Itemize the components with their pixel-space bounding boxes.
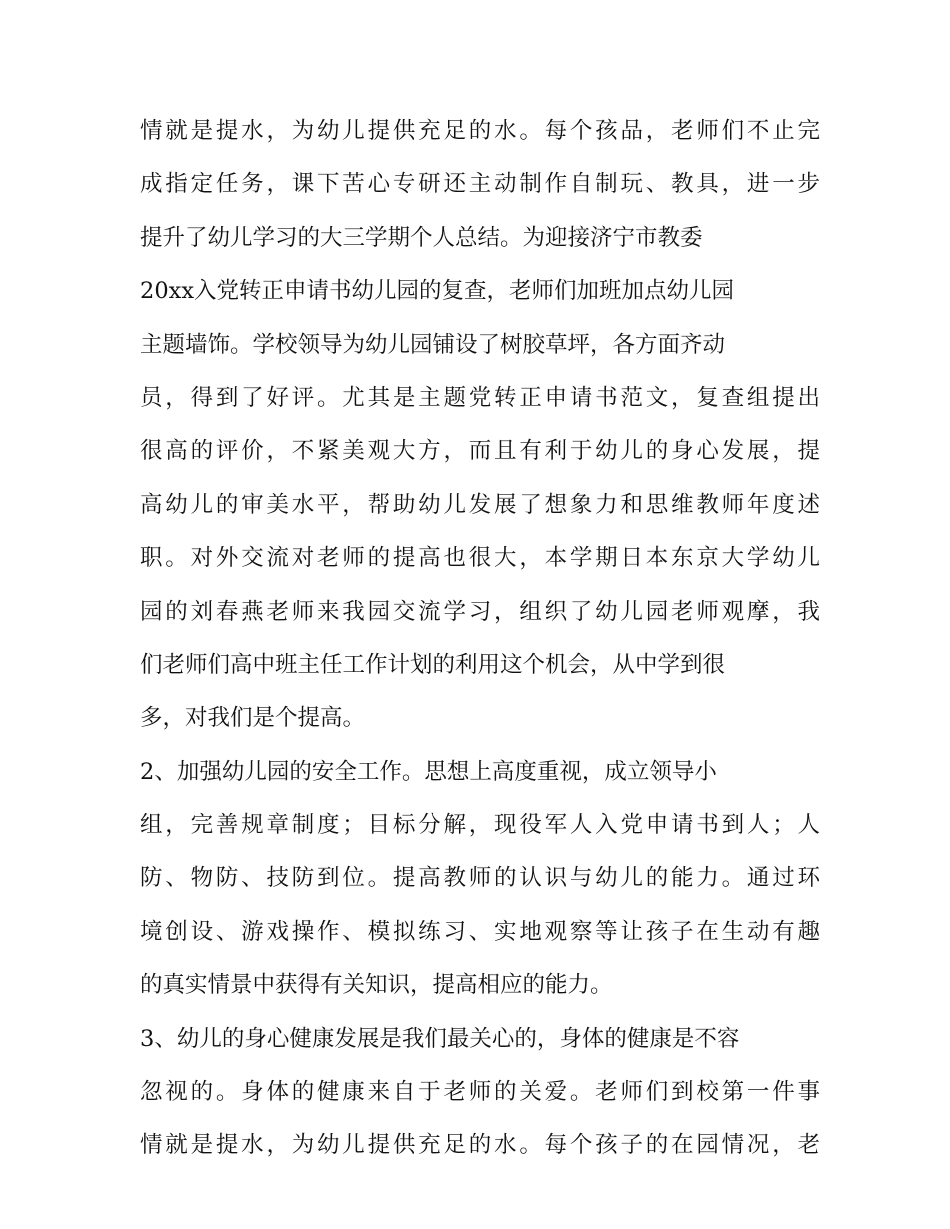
text-line: 20xx入党转正申请书幼儿园的复查，老师们加班加点幼儿园 — [140, 278, 735, 305]
text-line: 情就是提水，为幼儿提供充足的水。每个孩子的在园情况，老 — [140, 1132, 820, 1159]
text-line: 忽视的。身体的健康来自于老师的关爱。老师们到校第一件事 — [140, 1079, 820, 1106]
text-line: 职。对外交流对老师的提高也很大，本学期日本东京大学幼儿 — [140, 545, 820, 572]
text-line: 的真实情景中获得有关知识，提高相应的能力。 — [140, 972, 613, 999]
document-body — [140, 105, 820, 1173]
text-line: 情就是提水，为幼儿提供充足的水。每个孩品，老师们不止完 — [140, 118, 820, 144]
text-line: 园的刘春燕老师来我园交流学习，组织了幼儿园老师观摩，我 — [140, 598, 820, 625]
text-line: 员，得到了好评。尤其是主题党转正申请书范文，复查组提出 — [140, 384, 820, 411]
text-line: 主题墙饰。学校领导为幼儿园铺设了树胶草坪，各方面齐动 — [140, 331, 726, 358]
text-line: 们老师们高中班主任工作计划的利用这个机会，从中学到很 — [140, 651, 726, 678]
text-line: 组，完善规章制度；目标分解，现役军人入党申请书到人；人 — [140, 812, 820, 839]
text-line: 很高的评价，不紧美观大方，而且有利于幼儿的身心发展，提 — [140, 438, 820, 465]
text-line: 3、幼儿的身心健康发展是我们最关心的，身体的健康是不容 — [140, 1025, 740, 1052]
text-line: 多，对我们是个提高。 — [140, 705, 366, 732]
text-line: 2、加强幼儿园的安全工作。思想上高度重视，成立领导小 — [140, 758, 717, 785]
text-line: 防、物防、技防到位。提高教师的认识与幼儿的能力。通过环 — [140, 865, 820, 892]
text-line: 境创设、游戏操作、模拟练习、实地观察等让孩子在生动有趣 — [140, 918, 820, 945]
text-line: 提升了幼儿学习的大三学期个人总结。为迎接济宁市教委 — [140, 224, 703, 251]
text-line: 高幼儿的审美水平，帮助幼儿发展了想象力和思维教师年度述 — [140, 491, 820, 518]
text-line: 成指定任务，课下苦心专研还主动制作自制玩、教具，进一步 — [140, 171, 820, 198]
